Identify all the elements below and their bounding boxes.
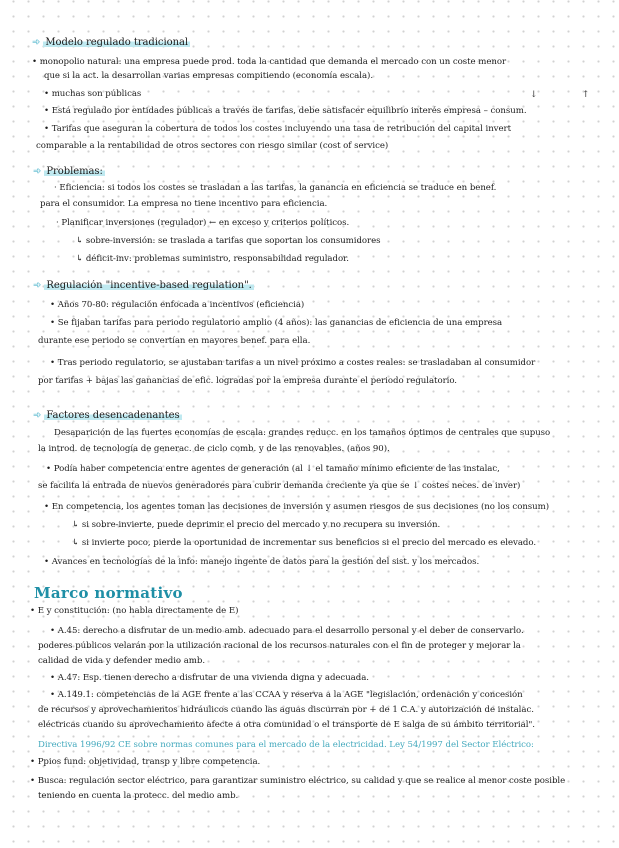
note-heading <box>32 37 612 48</box>
note-line: poderes públicos velarán por la utilización racional de los recursos naturales con el fin de proteger y mejorar la <box>38 641 521 651</box>
arrow-bullet-icon: ➾ <box>33 280 42 291</box>
note-line: • Ppios fund: objetividad, transp y libre competencia. <box>30 757 261 767</box>
note-line: ↳ sobre-inversión: se traslada a tarifas que soportan los consumidores <box>76 236 381 246</box>
note-line: por tarifas + bajas las ganancias de efic. logradas por la empresa durante el periodo regulatorio. <box>38 376 457 386</box>
note-line: ↳ déficit-inv: problemas suministro, responsabilidad regulador. <box>76 254 349 264</box>
note-line: teniendo en cuenta la protecc. del medio amb. <box>38 791 239 801</box>
note-line: ↳ si invierte poco, pierde la oportunidad de incrementar sus beneficios si el precio del mercado es elevado. <box>72 538 537 548</box>
note-line: comparable a la rentabilidad de otros sectores con riesgo similar (cost of service) <box>36 141 389 151</box>
note-line: · Planificar inversiones (regulador) ← en exceso y criterios políticos. <box>56 218 350 228</box>
note-line: · Eficiencia: si todos los costes se trasladan a las tarifas, la ganancia en eficiencia se traduce en benef. <box>54 183 497 193</box>
note-line: se facilita la entrada de nuevos generadores para cubrir demanda creciente ya que se ↓ costes neces. de inver) <box>38 481 521 491</box>
note-line: • A.47: Esp. tienen derecho a disfrutar de una vivienda digna y adecuada. <box>50 673 369 683</box>
arrow-bullet-icon: ➾ <box>33 410 42 421</box>
note-line: Directiva 1996/92 CE sobre normas comunes para el mercado de la electricidad. Ley 54/1997 del Sector Eléctrico: <box>38 740 534 750</box>
note-line: • monopolio natural: una empresa puede prod. toda la cantidad que demanda el mercado con un coste menor <box>32 57 507 67</box>
note-heading <box>33 410 612 421</box>
note-line: • Podía haber competencia entre agentes de generación (al ↓ el tamaño mínimo eficiente de las instalac, <box>46 464 500 474</box>
note-line: • E y constitución: (no habla directamente de E) <box>30 606 239 616</box>
note-line: • Tarifas que aseguran la cobertura de todos los costes incluyendo una tasa de retribución del capital invert <box>44 124 511 134</box>
note-line: • A.149.1: competencias de la AGE frente a las CCAA y reserva a la AGE "legislación, ordenación y concesión <box>50 690 523 700</box>
note-line: eléctricas cuando su aprovechamiento afecte a otra comunidad o el transporte de E salga de su ámbito territorial". <box>38 720 535 730</box>
note-line: para el consumidor. La empresa no tiene incentivo para eficiencia. <box>40 199 328 209</box>
heading-text: Problemas: <box>46 166 103 177</box>
note-line: • Se fijaban tarifas para periodo regulatorio amplio (4 años): las ganancias de eficiencia de una empresa <box>50 318 503 328</box>
note-line: • A.45: derecho a disfrutar de un medio amb. adecuado para el desarrollo personal y el deber de conservarlo. <box>50 626 524 636</box>
note-line: Desaparición de las fuertes economías de escala: grandes reducc. en los tamaños óptimos de centrales que supuso <box>54 428 551 438</box>
note-line: • Años 70-80: regulación enfocada a incentivos (eficiencia) <box>50 300 305 310</box>
heading-text: Regulación "incentive-based regulation". <box>46 280 252 291</box>
note-line: la introd. de tecnología de generac. de ciclo comb. y de las renovables. (años 90). <box>38 444 390 454</box>
up-arrow-mark: ↑ <box>582 90 590 100</box>
note-line: ↳ si sobre-invierte, puede deprimir el precio del mercado y no recupera su inversión. <box>72 520 441 530</box>
note-line: durante ese periodo se convertían en mayores benef. para ella. <box>38 336 311 346</box>
note-heading <box>33 166 612 177</box>
note-line: calidad de vida y defender medio amb. <box>38 656 206 666</box>
note-line: • Busca: regulación sector eléctrico, para garantizar suministro eléctrico, su calidad y que se realice al menor coste posible <box>30 776 566 786</box>
heading-text: Factores desencadenantes <box>46 410 180 421</box>
section-title-marco-normativo: Marco normativo <box>34 584 183 602</box>
note-line: • muchas son públicas <box>44 89 142 99</box>
arrow-bullet-icon: ➾ <box>32 37 41 48</box>
note-line: • Avances en tecnologías de la info: manejo ingente de datos para la gestión del sist. y los mercados. <box>44 557 480 567</box>
note-line: • Está regulado por entidades públicas a través de tarifas, debe satisfacer equilibrio interés empresa – consum. <box>44 106 527 116</box>
note-line: que si la act. la desarrollan varias empresas compitiendo (economía escala). <box>44 71 373 81</box>
note-line: • En competencia, los agentes toman las decisiones de inversión y asumen riesgos de sus decisiones (no los consum) <box>44 502 550 512</box>
note-line: • Tras periodo regulatorio, se ajustaban tarifas a un nivel próximo a costes reales: se trasladaban al consumidor <box>50 358 536 368</box>
arrow-bullet-icon: ➾ <box>33 166 42 177</box>
down-arrow-mark: ↓ <box>530 90 538 100</box>
note-heading <box>33 280 612 291</box>
note-line: de recursos y aprovechamientos hidráulicos cuando las aguas discurran por + de 1 C.A. y autorización de instalac. <box>38 705 534 715</box>
heading-text: Modelo regulado tradicional <box>45 37 189 48</box>
